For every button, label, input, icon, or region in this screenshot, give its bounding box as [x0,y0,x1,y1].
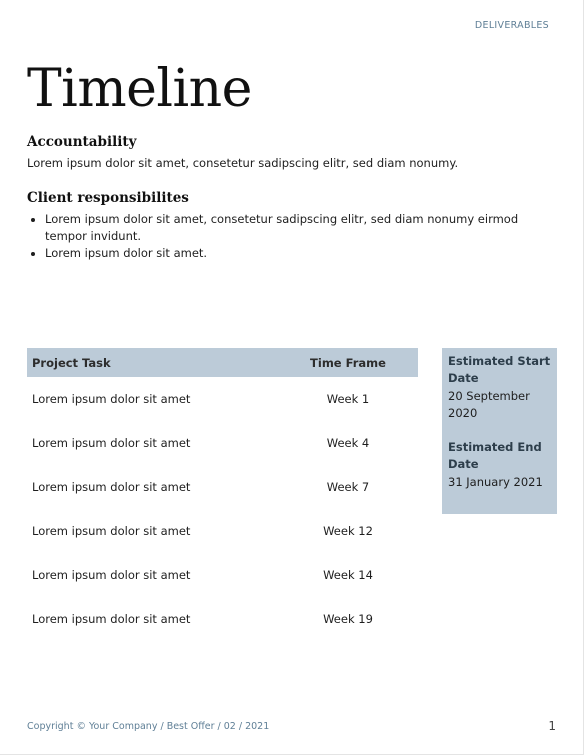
table-row [27,421,418,465]
table-header-row [27,348,418,377]
accountability-text: Lorem ipsum dolor sit amet, consetetur sadipscing elitr, sed diam nonumy. [27,156,459,170]
start-date-value: 20 September 2020 [448,388,530,420]
task-cell: Lorem ipsum dolor sit amet [32,524,191,538]
list-item: • Lorem ipsum dolor sit amet, consetetur sadipscing elitr, sed diam nonumy eirmod tempor invidunt. [45,211,555,245]
task-cell: Lorem ipsum dolor sit amet [32,568,191,582]
footer-copyright: Copyright © Your Company / Best Offer / 02 / 2021 [27,721,270,732]
accountability-heading: Accountability [27,134,137,150]
page-title: Timeline [27,59,252,119]
time-frame-cell: Week 1 [326,392,370,406]
table-row [27,509,418,553]
end-date-label: Estimated End Date [448,440,542,472]
end-date-value: 31 January 2021 [448,474,543,489]
timeline-table [27,348,418,641]
column-header-project-task: Project Task [27,348,278,377]
time-frame-cell: Week 4 [326,436,370,450]
client-responsibilities-list [27,211,555,262]
start-date-label: Estimated Start Date [448,354,551,386]
time-frame-cell: Week 7 [326,480,370,494]
table-row [27,465,418,509]
estimated-dates-panel [442,348,557,514]
section-label: DELIVERABLES [474,20,549,31]
time-frame-cell: Week 19 [323,612,373,626]
page-number: 1 [548,719,556,733]
task-cell: Lorem ipsum dolor sit amet [32,612,191,626]
client-responsibilities-heading: Client responsibilites [27,190,189,206]
task-cell: Lorem ipsum dolor sit amet [32,480,191,494]
time-frame-cell: Week 14 [323,568,373,582]
table-row [27,597,418,641]
time-frame-cell: Week 12 [323,524,373,538]
column-header-time-frame: Time Frame [278,348,418,377]
table-row [27,377,418,421]
list-item: • Lorem ipsum dolor sit amet. [45,245,555,262]
task-cell: Lorem ipsum dolor sit amet [32,392,191,406]
task-cell: Lorem ipsum dolor sit amet [32,436,191,450]
table-row [27,553,418,597]
